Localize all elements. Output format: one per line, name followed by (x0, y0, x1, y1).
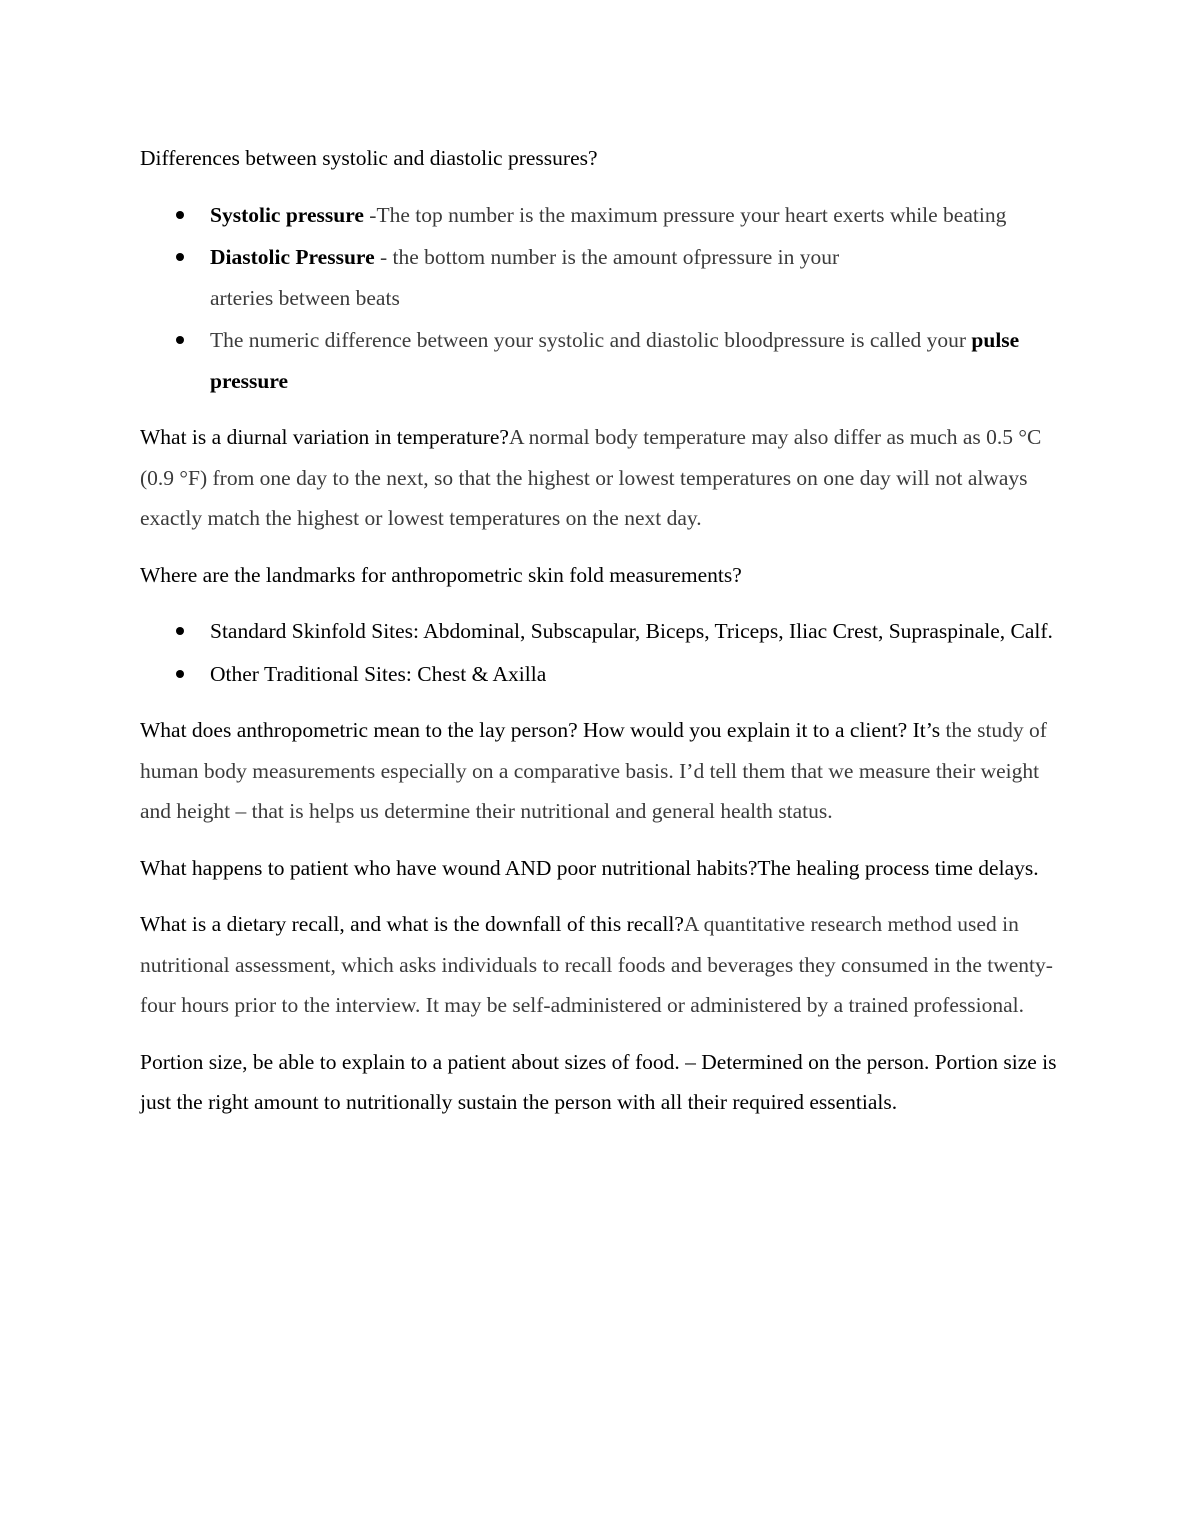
portion-paragraph: Portion size, be able to explain to a patient about sizes of food. – Determined on the person. Portion size is just the right amount to nutritionally sustain the person with all their required essentials. (140, 1049, 1057, 1114)
bp-question: Differences between systolic and diastolic pressures? (140, 146, 598, 170)
def-diastolic-line2: arteries between beats (210, 285, 400, 310)
diurnal-question: What is a diurnal variation in temperature? (140, 425, 509, 449)
bullet-icon (176, 670, 184, 678)
bp-list (140, 195, 1060, 402)
recall-paragraph (140, 904, 1060, 1026)
skinfold-list (140, 611, 1060, 694)
def-diastolic-line1: - the bottom number is the amount ofpressure in your (374, 245, 840, 269)
diurnal-answer: A normal body temperature may also differ as much as 0.5 °C (0.9 °F) from one day to the next, so that the highest or lowest temperatures on one day will not always exactly match the highest or lowest temperatures on the next day. (140, 425, 1042, 530)
list-item-other-sites (140, 654, 1060, 695)
standard-sites-text: Standard Skinfold Sites: Abdominal, Subscapular, Biceps, Triceps, Iliac Crest, Supraspinale, Calf. (210, 619, 1053, 643)
term-pulse-pressure: pulse pressure (210, 328, 1020, 393)
anthro-answer: the study of human body measurements especially on a comparative basis. I’d tell them that we measure their weight and height – that is helps us determine their nutritional and general health status. (140, 718, 1047, 823)
skinfold-question: Where are the landmarks for anthropometric skin fold measurements? (140, 562, 742, 587)
recall-answer: A quantitative research method used in nutritional assessment, which asks individuals to recall foods and beverages they consumed in the twenty-four hours prior to the interview. It may be self-administered or administered by a trained professional. (140, 912, 1053, 1017)
def-systolic: -The top number is the maximum pressure your heart exerts while beating (363, 202, 1007, 227)
wound-paragraph: What happens to patient who have wound AND poor nutritional habits?The healing process time delays. (140, 855, 1039, 880)
list-item-diastolic (140, 237, 1060, 318)
document-page (140, 138, 1060, 1139)
anthro-question: What does anthropometric mean to the lay person? How would you explain it to a client? It’s (140, 718, 946, 742)
anthro-paragraph (140, 710, 1060, 832)
def-pulse-pressure: The numeric difference between your systolic and diastolic bloodpressure is called your (210, 328, 972, 352)
term-diastolic: Diastolic Pressure (210, 245, 375, 269)
list-item-systolic (140, 195, 1060, 236)
diurnal-paragraph (140, 417, 1060, 539)
list-item-standard-sites (140, 611, 1060, 652)
term-systolic: Systolic pressure (210, 202, 364, 227)
bullet-icon (176, 627, 184, 635)
bullet-icon (176, 253, 184, 261)
other-sites-text: Other Traditional Sites: Chest & Axilla (210, 661, 547, 686)
bullet-icon (176, 336, 184, 344)
recall-question: What is a dietary recall, and what is the downfall of this recall? (140, 912, 684, 936)
bullet-icon (176, 211, 184, 219)
list-item-pulse-pressure (140, 320, 1060, 401)
